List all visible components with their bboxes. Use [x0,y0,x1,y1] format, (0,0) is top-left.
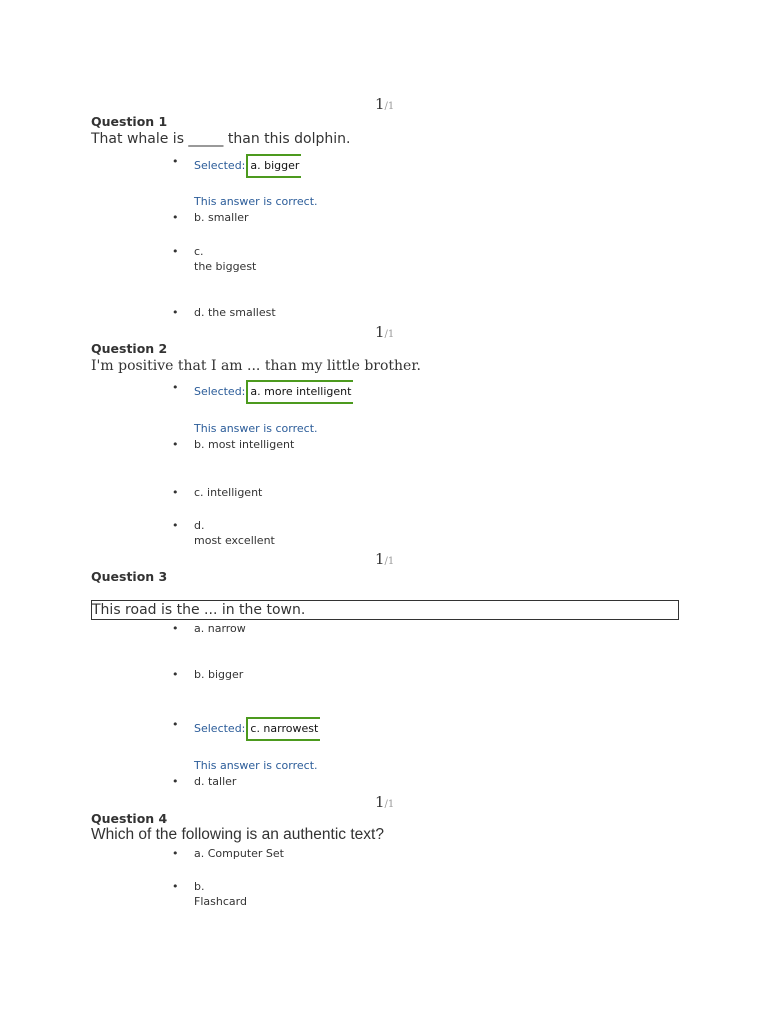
question-4-score: 1/1 [375,793,395,811]
bullet-icon: • [172,306,179,319]
question-3-text: This road is the ... in the town. [91,600,679,620]
question-1-score: 1/1 [375,95,395,113]
feedback-correct: This answer is correct. [194,195,318,208]
bullet-icon: • [172,847,179,860]
bullet-icon: • [172,622,179,635]
question-1-label: Question 1 [91,114,168,129]
question-2-label: Question 2 [91,341,168,356]
selected-answer: c. narrowest [246,717,320,741]
bullet-icon: • [172,880,179,893]
bullet-icon: • [172,718,179,731]
feedback-correct: This answer is correct. [194,759,318,772]
bullet-icon: • [172,381,179,394]
question-3-score: 1/1 [375,550,395,568]
question-3-label: Question 3 [91,569,168,584]
bullet-icon: • [172,438,179,451]
bullet-icon: • [172,668,179,681]
bullet-icon: • [172,519,179,532]
feedback-correct: This answer is correct. [194,422,318,435]
bullet-icon: • [172,155,179,168]
bullet-icon: • [172,245,179,258]
question-4-label: Question 4 [91,811,168,826]
question-2-score: 1/1 [375,323,395,341]
selected-answer: a. more intelligent [246,380,353,404]
question-1-text: That whale is _____ than this dolphin. [91,131,351,147]
selected-label: Selected: [194,385,246,398]
bullet-icon: • [172,211,179,224]
bullet-icon: • [172,486,179,499]
bullet-icon: • [172,775,179,788]
selected-label: Selected: [194,722,246,735]
selected-label: Selected: [194,159,246,172]
question-2-text: I'm positive that I am ... than my little brother. [91,358,421,374]
question-4-text: Which of the following is an authentic text? [91,826,384,843]
selected-answer: a. bigger [246,154,301,178]
